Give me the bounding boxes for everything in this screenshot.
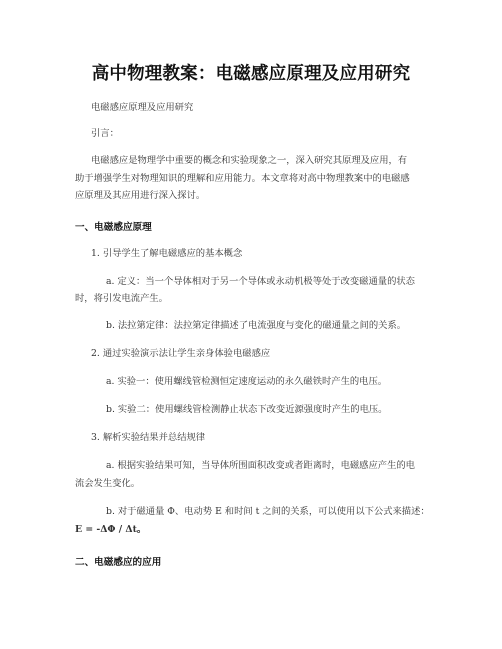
document-subtitle: 电磁感应原理及应用研究	[91, 102, 194, 113]
list-subitem-line: 时，将引发电流产生。	[75, 293, 168, 304]
section-heading: 二、电磁感应的应用	[75, 557, 162, 568]
intro-paragraph-line: 应原理及其应用进行深入探讨。	[75, 190, 206, 201]
list-subitem-line: 流会发生变化。	[75, 478, 141, 489]
section-heading: 一、电磁感应原理	[75, 222, 152, 233]
list-subitem: b. 实验二：使用螺线管检测静止状态下改变近源强度时产生的电压。	[106, 404, 388, 415]
list-subitem-line: a. 根据实验结果可知，当导体所围面积改变或者距离时，电磁感应产生的电	[106, 460, 415, 471]
list-subitem: a. 实验一：使用螺线管检测恒定速度运动的永久磁铁时产生的电压。	[106, 376, 388, 387]
list-subitem-line: a. 定义：当一个导体相对于另一个导体或永动机极等处于改变磁通量的状态	[106, 276, 415, 287]
intro-paragraph-line: 助于增强学生对物理知识的理解和应用能力。本文章将对高中物理教案中的电磁感	[75, 173, 410, 184]
intro-paragraph-line: 电磁感应是物理学中重要的概念和实验现象之一，深入研究其原理及应用，有	[91, 155, 408, 166]
list-item: 3. 解析实验结果并总结规律	[91, 432, 206, 443]
list-subitem-line: b. 对于磁通量 Φ、电动势 E 和时间 t 之间的关系，可以使用以下公式来描述：	[106, 506, 430, 517]
list-item: 1. 引导学生了解电磁感应的基本概念	[91, 248, 243, 259]
list-item: 2. 通过实验演示法让学生亲身体验电磁感应	[91, 348, 271, 359]
list-subitem: b. 法拉第定律：法拉第定律描述了电流强度与变化的磁通量之间的关系。	[106, 320, 407, 331]
formula: E = -ΔΦ / Δt。	[75, 524, 147, 535]
intro-label: 引言：	[91, 128, 119, 139]
page-title: 高中物理教案：电磁感应原理及应用研究	[91, 64, 411, 84]
